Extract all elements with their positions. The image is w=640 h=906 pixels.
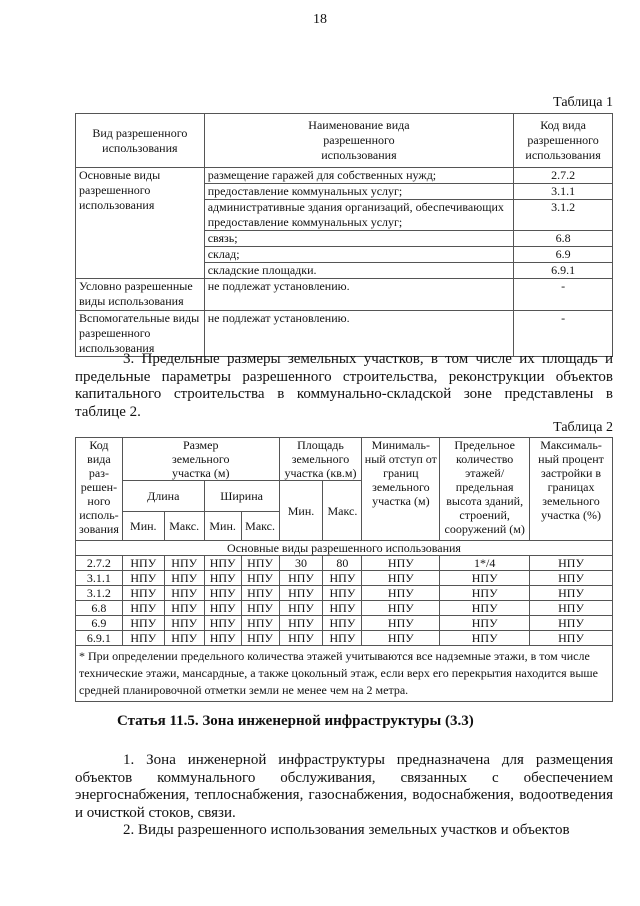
cell: НПУ [164,601,204,616]
cell: НПУ [204,631,241,646]
table-row [76,631,613,646]
cell: НПУ [241,571,279,586]
cell: НПУ [164,571,204,586]
use-name: размещение гаражей для собственных нужд; [204,168,513,184]
cell: НПУ [279,571,323,586]
header-width-min: Мин. [204,512,241,541]
use-name: предоставление коммунальных услуг; [204,184,513,200]
cell: НПУ [241,616,279,631]
table-row [76,168,613,184]
cell: 6.9 [76,616,123,631]
cell: НПУ [241,601,279,616]
table-row [76,571,613,586]
cell: НПУ [122,556,164,571]
table-row [76,601,613,616]
cell: НПУ [204,616,241,631]
use-code: 6.8 [514,231,613,247]
header-area: Площадь земельного участка (кв.м) [279,438,362,481]
cell: НПУ [164,556,204,571]
table-row [76,311,613,357]
cell: 2.7.2 [76,556,123,571]
header-width: Ширина [204,481,279,512]
cell: 3.1.1 [76,571,123,586]
table1-header-row [76,114,613,168]
cell: НПУ [122,616,164,631]
cell: 1*/4 [440,556,530,571]
header-use-type: Вид разрешенного использования [76,114,205,168]
header-area-min: Мин. [279,481,323,541]
cell: НПУ [241,631,279,646]
use-code: 2.7.2 [514,168,613,184]
cell: НПУ [122,571,164,586]
header-setback: Минималь-ный отступ от границ земельного участка (м) [362,438,440,541]
cell: НПУ [440,616,530,631]
table-row [76,616,613,631]
cell: 80 [323,556,362,571]
header-floors: Предельное количество этажей/ предельная высота зданий, строений, сооружений (м) [440,438,530,541]
use-code: 6.9.1 [514,263,613,279]
header-area-max: Макс. [323,481,362,541]
cell: НПУ [530,571,613,586]
group-type: Основные виды разрешенного использования [76,168,205,279]
use-code: 3.1.1 [514,184,613,200]
cell: НПУ [122,631,164,646]
cell: 3.1.2 [76,586,123,601]
table-row [76,586,613,601]
cell: НПУ [530,616,613,631]
header-length-min: Мин. [122,512,164,541]
article-paragraph-1: 1. Зона инженерной инфраструктуры предназначена для размещения объектов коммунального обслуживания, связанных с обеспечением энергоснабжения, теплоснабжения, газоснабжения, водоснабжения, водоотведения и очисткой стоков, связи. [75,752,613,821]
header-use-code: Код вида разрешенного использования [514,114,613,168]
cell: НПУ [362,586,440,601]
use-code: - [514,311,613,357]
cell: НПУ [323,616,362,631]
cell: НПУ [440,631,530,646]
cell: НПУ [323,571,362,586]
header-width-max: Макс. [241,512,279,541]
cell: НПУ [241,586,279,601]
cell: НПУ [279,631,323,646]
table-2-plot-parameters [75,437,613,702]
cell: НПУ [204,571,241,586]
use-code: - [514,279,613,311]
cell: НПУ [122,601,164,616]
footnote: * При определении предельного количества этажей учитываются все надземные этажи, в том числе технические этажи, мансардные, а также цокольный этаж, если верх его перекрытия находится выше средней планировочной отметки земли не менее чем на 2 метра. [76,646,613,702]
cell: НПУ [440,586,530,601]
header-length-max: Макс. [164,512,204,541]
cell: НПУ [323,586,362,601]
cell: НПУ [279,601,323,616]
cell: НПУ [122,586,164,601]
paragraph-3: 3. Предельные размеры земельных участков, в том числе их площадь и предельные параметры разрешенного строительства, реконструкции объектов капитального строительства в коммунально-складской зоне представлены в таблице 2. [75,351,613,420]
use-name: не подлежат установлению. [204,311,513,357]
header-code: Код вида раз-решен-ного исполь-зования [76,438,123,541]
cell: НПУ [362,601,440,616]
use-name: не подлежат установлению. [204,279,513,311]
cell: НПУ [530,631,613,646]
use-code: 3.1.2 [514,200,613,231]
group-type: Вспомогательные виды разрешенного использования [76,311,205,357]
cell: НПУ [530,586,613,601]
use-code: 6.9 [514,247,613,263]
cell: 6.8 [76,601,123,616]
cell: НПУ [164,631,204,646]
table-1-permitted-uses [75,113,613,357]
article-heading: Статья 11.5. Зона инженерной инфраструктуры (3.3) [117,713,474,729]
cell: 6.9.1 [76,631,123,646]
cell: НПУ [362,631,440,646]
header-plot-size: Размер земельного участка (м) [122,438,279,481]
use-name: складские площадки. [204,263,513,279]
cell: НПУ [204,586,241,601]
cell: НПУ [440,601,530,616]
use-name: связь; [204,231,513,247]
table-row [76,279,613,311]
cell: 30 [279,556,323,571]
cell: НПУ [530,601,613,616]
cell: НПУ [241,556,279,571]
header-coverage: Максималь-ный процент застройки в границах земельного участка (%) [530,438,613,541]
page-number: 18 [313,12,327,27]
header-length: Длина [122,481,204,512]
table2-caption: Таблица 2 [553,420,613,435]
cell: НПУ [279,616,323,631]
article-paragraph-2: 2. Виды разрешенного использования земельных участков и объектов [123,822,570,838]
cell: НПУ [204,556,241,571]
table-row [76,556,613,571]
cell: НПУ [323,601,362,616]
table1-caption: Таблица 1 [553,95,613,110]
cell: НПУ [279,586,323,601]
group-type: Условно разрешенные виды использования [76,279,205,311]
cell: НПУ [164,586,204,601]
cell: НПУ [362,616,440,631]
cell: НПУ [362,556,440,571]
cell: НПУ [440,571,530,586]
section-label: Основные виды разрешенного использования [76,541,613,556]
cell: НПУ [204,601,241,616]
cell: НПУ [530,556,613,571]
use-name: административные здания организаций, обеспечивающих предоставление коммунальных услуг; [204,200,513,231]
cell: НПУ [164,616,204,631]
use-name: склад; [204,247,513,263]
header-use-name: Наименование вида разрешенного использования [204,114,513,168]
cell: НПУ [323,631,362,646]
cell: НПУ [362,571,440,586]
